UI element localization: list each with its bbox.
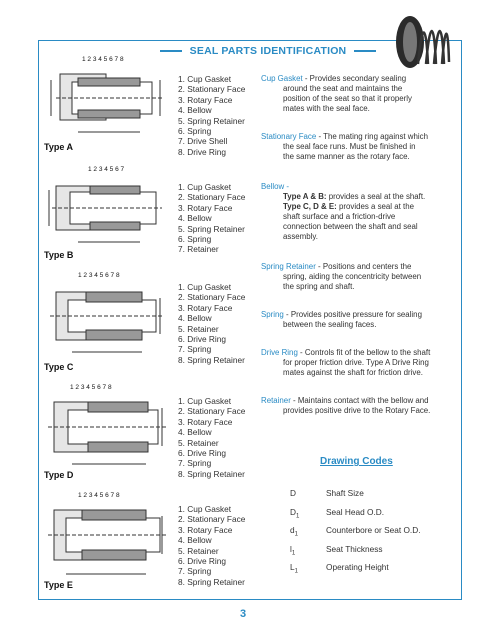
desc-line: between the sealing faces.	[283, 319, 377, 329]
part-item: 7. Spring	[178, 458, 212, 469]
desc-heading: Drive Ring	[261, 348, 298, 357]
desc-retainer	[261, 396, 457, 416]
parts-list-type-d	[178, 396, 245, 479]
part-number-callouts: 1 2 3 4 5 6 7 8	[78, 272, 120, 279]
type-label: Type E	[44, 580, 73, 590]
desc-text: - The mating ring against which	[316, 132, 428, 141]
part-item: 1. Cup Gasket	[178, 282, 232, 292]
desc-text: - Positions and centers the	[315, 262, 412, 271]
part-item: 6. Spring	[178, 126, 212, 137]
code-symbol: $D_1$	[290, 506, 300, 520]
parts-list-type-e	[178, 504, 245, 587]
seal-drawing	[42, 488, 170, 590]
desc-line: shaft surface and a friction-drive	[283, 211, 396, 221]
desc-line: mates against the shaft for friction drive.	[283, 367, 423, 377]
part-item: 3. Rotary Face	[178, 94, 233, 105]
code-symbol: $d_1$	[290, 525, 298, 538]
desc-spring	[261, 310, 457, 330]
drawing-codes-list	[290, 488, 421, 581]
part-item: 1. Cup Gasket	[178, 74, 232, 84]
part-item: 7. Drive Shell	[178, 136, 228, 147]
code-symbol: D	[290, 488, 296, 498]
part-item: 4. Bellow	[178, 105, 212, 116]
drawing-codes-title: Drawing Codes	[320, 456, 393, 467]
part-item: 8. Spring Retainer	[178, 468, 245, 479]
desc-line: the seal face runs. Must be finished in	[283, 141, 416, 151]
part-item: 5. Retainer	[178, 437, 219, 448]
part-item: 5. Retainer	[178, 323, 219, 334]
desc-text: provides a seal at the shaft.	[326, 191, 426, 201]
code-meaning: Seal Head O.D.	[326, 506, 385, 517]
part-item: 1. Cup Gasket	[178, 396, 232, 406]
part-item: 2. Stationary Face	[178, 84, 246, 95]
desc-line: around the seat and maintains the	[283, 83, 403, 93]
part-item: 4. Bellow	[178, 427, 212, 438]
part-number-callouts: 1 2 3 4 5 6 7 8	[82, 56, 124, 63]
part-item: 5. Spring Retainer	[178, 223, 245, 234]
seal-drawing	[42, 380, 170, 480]
part-item: 3. Rotary Face	[178, 416, 233, 427]
desc-stationary-face	[261, 132, 457, 162]
part-item: 6. Drive Ring	[178, 334, 226, 345]
part-number-callouts: 1 2 3 4 5 6 7 8	[78, 492, 120, 499]
part-item: 3. Rotary Face	[178, 202, 233, 213]
part-item: 1. Cup Gasket	[178, 504, 232, 514]
diagram-type-d	[42, 380, 170, 480]
desc-line: connection between the shaft and seal	[283, 221, 418, 231]
part-item: 7. Spring	[178, 344, 212, 355]
seal-drawing	[42, 162, 170, 260]
code-meaning: Operating Height	[326, 562, 389, 572]
desc-cup-gasket	[261, 74, 457, 114]
desc-heading: Stationary Face	[261, 132, 317, 141]
code-symbol: $l_1$	[290, 543, 296, 557]
parts-list-type-b	[178, 182, 245, 255]
part-item: 3. Rotary Face	[178, 524, 233, 535]
part-item: 7. Retainer	[178, 244, 219, 255]
part-item: 8. Drive Ring	[178, 146, 226, 157]
desc-line: position of the seat so that it properly	[283, 93, 412, 103]
part-item: 2. Stationary Face	[178, 292, 246, 303]
section-title-text: SEAL PARTS IDENTIFICATION	[189, 45, 347, 57]
part-item: 5. Retainer	[178, 545, 219, 556]
part-item: 1. Cup Gasket	[178, 182, 232, 192]
diagram-type-b	[42, 162, 170, 260]
desc-type-label: Type C, D & E:	[283, 201, 337, 211]
desc-line: for proper friction drive. Type A Drive Ring	[283, 357, 429, 367]
desc-heading: Bellow -	[261, 182, 290, 191]
type-label: Type B	[44, 250, 74, 260]
desc-bellow	[261, 182, 457, 241]
section-title	[160, 44, 376, 58]
type-label: Type C	[44, 362, 74, 372]
title-rule-right	[354, 50, 376, 52]
code-symbol: $L_1$	[290, 562, 298, 575]
desc-spring-retainer	[261, 262, 457, 292]
type-label: Type D	[44, 470, 74, 480]
code-row	[290, 525, 421, 544]
code-row	[290, 507, 421, 526]
part-item: 7. Spring	[178, 566, 212, 577]
desc-line: spring, aiding the concentricity between	[283, 271, 422, 281]
part-item: 6. Drive Ring	[178, 448, 226, 459]
desc-text: provides a seal at the	[336, 201, 414, 211]
desc-drive-ring	[261, 348, 457, 378]
part-item: 3. Rotary Face	[178, 302, 233, 313]
code-meaning: Shaft Size	[326, 488, 364, 498]
desc-line: provides positive drive to the Rotary Face.	[283, 405, 431, 415]
desc-text: - Controls fit of the bellow to the shaft	[297, 348, 431, 357]
diagram-type-c	[42, 268, 170, 372]
part-item: 4. Bellow	[178, 213, 212, 224]
parts-list-type-a	[178, 74, 245, 157]
part-item: 6. Drive Ring	[178, 556, 226, 567]
part-item: 8. Spring Retainer	[178, 354, 245, 365]
seal-drawing	[42, 268, 170, 372]
diagram-type-a	[42, 52, 170, 152]
desc-heading: Spring Retainer	[261, 262, 316, 271]
seal-product-image	[392, 12, 452, 72]
code-row	[290, 544, 421, 563]
part-item: 6. Spring	[178, 234, 212, 245]
code-meaning: Seat Thickness	[326, 543, 383, 554]
desc-heading: Spring	[261, 310, 284, 319]
part-item: 8. Spring Retainer	[178, 576, 245, 587]
seal-drawing	[42, 52, 170, 152]
page-number: 3	[240, 608, 247, 620]
desc-heading: Cup Gasket	[261, 74, 303, 83]
part-item: 2. Stationary Face	[178, 192, 246, 203]
desc-text: - Provides secondary sealing	[302, 74, 407, 83]
desc-text: - Provides positive pressure for sealing	[283, 310, 422, 319]
code-meaning: Counterbore or Seat O.D.	[326, 525, 421, 535]
part-item: 2. Stationary Face	[178, 406, 246, 417]
part-item: 2. Stationary Face	[178, 514, 246, 525]
part-item: 4. Bellow	[178, 313, 212, 324]
diagram-type-e	[42, 488, 170, 590]
desc-line: assembly.	[283, 231, 318, 241]
code-row	[290, 488, 421, 507]
type-label: Type A	[44, 142, 74, 152]
desc-line: mates with the seal face.	[283, 103, 370, 113]
desc-type-label: Type A & B:	[283, 191, 327, 201]
code-row	[290, 562, 421, 581]
desc-text: - Maintains contact with the bellow and	[290, 396, 429, 405]
desc-line: the same manner as the rotary face.	[283, 151, 410, 161]
part-number-callouts: 1 2 3 4 5 6 7	[88, 166, 125, 173]
desc-heading: Retainer	[261, 396, 291, 405]
part-number-callouts: 1 2 3 4 5 6 7 8	[70, 384, 112, 391]
part-item: 4. Bellow	[178, 535, 212, 546]
part-item: 5. Spring Retainer	[178, 115, 245, 126]
parts-list-type-c	[178, 282, 245, 365]
desc-line: the spring and shaft.	[283, 281, 355, 291]
